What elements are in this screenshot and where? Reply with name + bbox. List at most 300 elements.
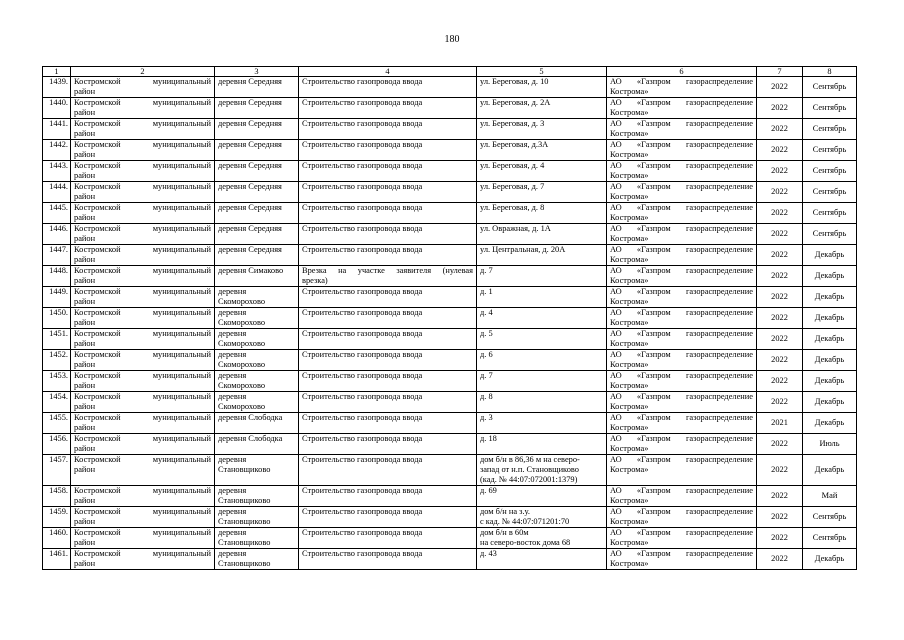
address-line: с кад. № 44:07:071201:70	[480, 517, 570, 526]
district-word: муниципальный	[152, 140, 211, 149]
settlement-name: деревня Середняя	[218, 161, 282, 170]
district-cell	[71, 182, 215, 203]
organization-word: АО	[610, 140, 622, 149]
address: д. 7	[480, 266, 493, 275]
table-row	[43, 182, 857, 203]
organization-cell	[607, 455, 757, 486]
settlement-type: деревня	[218, 455, 247, 464]
work-type: Строительство газопровода ввода	[302, 329, 423, 338]
settlement-type: деревня	[218, 308, 247, 317]
district-word: район	[74, 171, 96, 180]
row-number-cell: 1443.	[43, 161, 71, 182]
address-cell	[477, 98, 607, 119]
district-word: Костромской	[74, 161, 121, 170]
year-cell: 2022	[757, 140, 803, 161]
organization-word: Кострома»	[610, 402, 649, 411]
organization-cell	[607, 119, 757, 140]
work-type-cell	[299, 308, 477, 329]
address-cell	[477, 434, 607, 455]
district-cell	[71, 371, 215, 392]
work-type-word: на	[338, 266, 347, 275]
address-cell	[477, 77, 607, 98]
district-word: район	[74, 559, 96, 568]
organization-word: АО	[610, 371, 622, 380]
settlement-cell	[215, 224, 299, 245]
row-number-cell: 1453.	[43, 371, 71, 392]
district-line	[74, 119, 211, 129]
organization-cell	[607, 182, 757, 203]
district-word: район	[74, 423, 96, 432]
district-line	[74, 329, 211, 339]
district-word: Костромской	[74, 528, 121, 537]
settlement-name: деревня Слободка	[218, 434, 283, 443]
organization-line	[610, 392, 753, 402]
organization-word: газораспределение	[685, 350, 753, 359]
work-type: Строительство газопровода ввода	[302, 224, 423, 233]
district-word: район	[74, 276, 96, 285]
year-cell: 2022	[757, 266, 803, 287]
row-number-cell: 1454.	[43, 392, 71, 413]
row-number-cell: 1458.	[43, 486, 71, 507]
organization-word: газораспределение	[685, 77, 753, 86]
organization-cell	[607, 528, 757, 549]
organization-line	[610, 203, 753, 213]
district-word: муниципальный	[152, 308, 211, 317]
month-cell: Декабрь	[803, 455, 857, 486]
work-type: Строительство газопровода ввода	[302, 413, 423, 422]
address: д. 6	[480, 350, 493, 359]
district-word: муниципальный	[152, 528, 211, 537]
district-word: район	[74, 255, 96, 264]
settlement-cell	[215, 266, 299, 287]
header-cell: 6	[607, 67, 757, 77]
work-type-cell	[299, 549, 477, 570]
row-number-cell: 1445.	[43, 203, 71, 224]
district-line	[74, 161, 211, 171]
address-line: дом б/н в 86,36 м на северо-	[480, 455, 580, 464]
address-cell	[477, 182, 607, 203]
organization-word: газораспределение	[685, 528, 753, 537]
organization-word: «Газпром	[636, 266, 671, 275]
organization-word: «Газпром	[636, 287, 671, 296]
district-word: район	[74, 339, 96, 348]
district-line	[74, 182, 211, 192]
organization-cell	[607, 98, 757, 119]
district-line	[74, 140, 211, 150]
table-row	[43, 224, 857, 245]
settlement-cell	[215, 329, 299, 350]
district-word: муниципальный	[152, 434, 211, 443]
row-number-cell: 1442.	[43, 140, 71, 161]
header-cell: 5	[477, 67, 607, 77]
table-row	[43, 77, 857, 98]
organization-word: «Газпром	[636, 549, 671, 558]
district-line	[74, 224, 211, 234]
district-word: район	[74, 87, 96, 96]
organization-word: АО	[610, 119, 622, 128]
organization-word: АО	[610, 161, 622, 170]
district-word: муниципальный	[152, 98, 211, 107]
organization-word: газораспределение	[685, 266, 753, 275]
header-cell: 3	[215, 67, 299, 77]
month-cell: Декабрь	[803, 371, 857, 392]
district-word: Костромской	[74, 266, 121, 275]
year-cell: 2022	[757, 486, 803, 507]
organization-word: АО	[610, 549, 622, 558]
month-cell: Сентябрь	[803, 119, 857, 140]
settlement-cell	[215, 371, 299, 392]
district-word: муниципальный	[152, 287, 211, 296]
organization-word: «Газпром	[636, 161, 671, 170]
settlement-name: Скоморохово	[218, 360, 266, 369]
work-type-cell	[299, 224, 477, 245]
organization-line	[610, 182, 753, 192]
organization-cell	[607, 507, 757, 528]
settlement-name: Скоморохово	[218, 381, 266, 390]
address-cell	[477, 392, 607, 413]
district-cell	[71, 350, 215, 371]
address-line: (кад. № 44:07:072001:1379)	[480, 475, 578, 484]
organization-word: АО	[610, 434, 622, 443]
work-type-cell	[299, 486, 477, 507]
settlement-name: деревня Середняя	[218, 119, 282, 128]
organization-word: газораспределение	[685, 371, 753, 380]
year-cell: 2022	[757, 224, 803, 245]
district-word: Костромской	[74, 371, 121, 380]
settlement-name: Скоморохово	[218, 339, 266, 348]
year-cell: 2022	[757, 77, 803, 98]
organization-line	[610, 350, 753, 360]
district-cell	[71, 507, 215, 528]
organization-word: газораспределение	[685, 486, 753, 495]
district-word: Костромской	[74, 329, 121, 338]
settlement-type: деревня	[218, 392, 247, 401]
table-row	[43, 455, 857, 486]
district-cell	[71, 528, 215, 549]
organization-word: Кострома»	[610, 318, 649, 327]
work-type: Строительство газопровода ввода	[302, 77, 423, 86]
organization-word: Кострома»	[610, 423, 649, 432]
district-word: Костромской	[74, 413, 121, 422]
row-number-cell: 1448.	[43, 266, 71, 287]
year-cell: 2022	[757, 161, 803, 182]
organization-word: Кострома»	[610, 559, 649, 568]
settlement-type: деревня	[218, 507, 247, 516]
organization-cell	[607, 486, 757, 507]
address: д. 8	[480, 392, 493, 401]
district-cell	[71, 287, 215, 308]
organization-word: Кострома»	[610, 150, 649, 159]
organization-line	[610, 119, 753, 129]
district-word: Костромской	[74, 308, 121, 317]
settlement-name: деревня Середняя	[218, 182, 282, 191]
organization-word: Кострома»	[610, 192, 649, 201]
work-type-cell	[299, 77, 477, 98]
organization-word: АО	[610, 203, 622, 212]
organization-word: «Газпром	[636, 182, 671, 191]
address-cell	[477, 329, 607, 350]
district-word: Костромской	[74, 549, 121, 558]
address-cell	[477, 371, 607, 392]
organization-word: газораспределение	[685, 98, 753, 107]
table-row	[43, 507, 857, 528]
settlement-cell	[215, 245, 299, 266]
settlement-name: деревня Середняя	[218, 98, 282, 107]
organization-word: АО	[610, 224, 622, 233]
organization-word: газораспределение	[685, 413, 753, 422]
organization-word: «Газпром	[636, 434, 671, 443]
table-row	[43, 245, 857, 266]
settlement-name: деревня Середняя	[218, 245, 282, 254]
work-type: Строительство газопровода ввода	[302, 371, 423, 380]
district-cell	[71, 329, 215, 350]
row-number-cell: 1439.	[43, 77, 71, 98]
address: ул. Береговая, д. 10	[480, 77, 549, 86]
month-cell: Декабрь	[803, 350, 857, 371]
organization-word: Кострома»	[610, 87, 649, 96]
organization-word: газораспределение	[685, 434, 753, 443]
organization-word: газораспределение	[685, 203, 753, 212]
organization-word: Кострома»	[610, 339, 649, 348]
address-cell	[477, 486, 607, 507]
district-cell	[71, 455, 215, 486]
address-cell	[477, 266, 607, 287]
work-type-cell	[299, 528, 477, 549]
organization-line	[610, 98, 753, 108]
organization-word: Кострома»	[610, 255, 649, 264]
settlement-cell	[215, 486, 299, 507]
organization-cell	[607, 245, 757, 266]
table-row	[43, 287, 857, 308]
month-cell: Сентябрь	[803, 507, 857, 528]
settlement-cell	[215, 140, 299, 161]
organization-word: газораспределение	[685, 455, 753, 464]
organization-word: «Газпром	[636, 329, 671, 338]
district-cell	[71, 245, 215, 266]
district-cell	[71, 434, 215, 455]
work-type-cell	[299, 98, 477, 119]
month-cell: Сентябрь	[803, 98, 857, 119]
organization-word: «Газпром	[636, 119, 671, 128]
organization-word: АО	[610, 486, 622, 495]
organization-word: АО	[610, 507, 622, 516]
year-cell: 2022	[757, 308, 803, 329]
district-word: муниципальный	[152, 350, 211, 359]
district-word: район	[74, 381, 96, 390]
table-row	[43, 203, 857, 224]
district-word: Костромской	[74, 486, 121, 495]
district-word: Костромской	[74, 455, 121, 464]
organization-cell	[607, 392, 757, 413]
organization-line	[610, 77, 753, 87]
address: д. 1	[480, 287, 493, 296]
year-cell: 2022	[757, 182, 803, 203]
district-cell	[71, 413, 215, 434]
work-type-cell	[299, 350, 477, 371]
year-cell: 2022	[757, 507, 803, 528]
organization-cell	[607, 434, 757, 455]
work-type-line	[302, 266, 473, 276]
district-line	[74, 350, 211, 360]
district-word: район	[74, 402, 96, 411]
settlement-cell	[215, 182, 299, 203]
organization-word: «Газпром	[636, 203, 671, 212]
organization-word: Кострома»	[610, 444, 649, 453]
settlement-cell	[215, 455, 299, 486]
work-type: Строительство газопровода ввода	[302, 350, 423, 359]
district-word: Костромской	[74, 119, 121, 128]
table-row	[43, 266, 857, 287]
organization-word: газораспределение	[685, 507, 753, 516]
district-line	[74, 77, 211, 87]
organization-line	[610, 455, 753, 465]
address-cell	[477, 140, 607, 161]
district-word: Костромской	[74, 350, 121, 359]
work-type: Строительство газопровода ввода	[302, 245, 423, 254]
settlement-type: деревня	[218, 329, 247, 338]
district-cell	[71, 549, 215, 570]
district-word: муниципальный	[152, 224, 211, 233]
work-type-cell	[299, 161, 477, 182]
settlement-name: Становщиково	[218, 559, 271, 568]
district-line	[74, 455, 211, 465]
district-cell	[71, 392, 215, 413]
address: д. 5	[480, 329, 493, 338]
settlement-cell	[215, 203, 299, 224]
organization-cell	[607, 266, 757, 287]
year-cell: 2022	[757, 119, 803, 140]
settlement-cell	[215, 434, 299, 455]
address-cell	[477, 161, 607, 182]
settlement-name: деревня Середняя	[218, 203, 282, 212]
year-cell: 2022	[757, 98, 803, 119]
work-type: Строительство газопровода ввода	[302, 507, 423, 516]
district-word: район	[74, 360, 96, 369]
organization-line	[610, 245, 753, 255]
month-cell: Июль	[803, 434, 857, 455]
organization-word: АО	[610, 455, 622, 464]
district-word: муниципальный	[152, 507, 211, 516]
row-number-cell: 1451.	[43, 329, 71, 350]
settlement-cell	[215, 392, 299, 413]
district-line	[74, 549, 211, 559]
month-cell: Декабрь	[803, 287, 857, 308]
table-row	[43, 434, 857, 455]
organization-word: Кострома»	[610, 517, 649, 526]
district-word: район	[74, 192, 96, 201]
settlement-cell	[215, 98, 299, 119]
row-number-cell: 1459.	[43, 507, 71, 528]
month-cell: Декабрь	[803, 549, 857, 570]
organization-word: «Газпром	[636, 77, 671, 86]
organization-word: АО	[610, 413, 622, 422]
district-word: район	[74, 496, 96, 505]
organization-word: газораспределение	[685, 182, 753, 191]
organization-word: «Газпром	[636, 392, 671, 401]
district-cell	[71, 161, 215, 182]
organization-word: «Газпром	[636, 308, 671, 317]
month-cell: Декабрь	[803, 266, 857, 287]
work-type-word: (нулевая	[442, 266, 473, 275]
organization-line	[610, 413, 753, 423]
settlement-name: Скоморохово	[218, 318, 266, 327]
address: ул. Центральная, д. 20А	[480, 245, 566, 254]
settlement-name: деревня Слободка	[218, 413, 283, 422]
district-word: район	[74, 444, 96, 453]
district-word: район	[74, 213, 96, 222]
settlement-name: деревня Середняя	[218, 224, 282, 233]
district-line	[74, 434, 211, 444]
organization-word: АО	[610, 266, 622, 275]
table-body	[43, 77, 857, 570]
organization-line	[610, 287, 753, 297]
row-number-cell: 1461.	[43, 549, 71, 570]
year-cell: 2022	[757, 350, 803, 371]
table-row	[43, 308, 857, 329]
district-cell	[71, 224, 215, 245]
address-line: дом б/н в 60м	[480, 528, 529, 537]
settlement-cell	[215, 350, 299, 371]
organization-word: «Газпром	[636, 371, 671, 380]
table-row	[43, 329, 857, 350]
organization-line	[610, 486, 753, 496]
district-word: Костромской	[74, 224, 121, 233]
work-type: Строительство газопровода ввода	[302, 119, 423, 128]
work-type: Строительство газопровода ввода	[302, 434, 423, 443]
work-type: Строительство газопровода ввода	[302, 161, 423, 170]
row-number-cell: 1447.	[43, 245, 71, 266]
district-word: Костромской	[74, 140, 121, 149]
district-word: муниципальный	[152, 486, 211, 495]
header-cell: 2	[71, 67, 215, 77]
work-type-cell	[299, 329, 477, 350]
year-cell: 2022	[757, 287, 803, 308]
header-cell: 4	[299, 67, 477, 77]
work-type: Строительство газопровода ввода	[302, 486, 423, 495]
district-cell	[71, 77, 215, 98]
row-number-cell: 1457.	[43, 455, 71, 486]
organization-word: Кострома»	[610, 496, 649, 505]
settlement-name: деревня Симаково	[218, 266, 284, 275]
district-word: район	[74, 150, 96, 159]
organization-line	[610, 308, 753, 318]
organization-word: Кострома»	[610, 465, 649, 474]
address: д. 69	[480, 486, 497, 495]
row-number-cell: 1452.	[43, 350, 71, 371]
organization-cell	[607, 77, 757, 98]
organization-word: Кострома»	[610, 538, 649, 547]
district-cell	[71, 98, 215, 119]
organization-word: АО	[610, 308, 622, 317]
organization-word: АО	[610, 245, 622, 254]
organization-cell	[607, 224, 757, 245]
address-cell	[477, 455, 607, 486]
work-type-cell	[299, 266, 477, 287]
work-type-word: участке	[357, 266, 385, 275]
district-word: муниципальный	[152, 77, 211, 86]
organization-word: Кострома»	[610, 108, 649, 117]
district-word: район	[74, 108, 96, 117]
row-number-cell: 1449.	[43, 287, 71, 308]
settlement-cell	[215, 413, 299, 434]
settlement-name: Становщиково	[218, 538, 271, 547]
district-line	[74, 392, 211, 402]
organization-line	[610, 140, 753, 150]
organization-word: АО	[610, 350, 622, 359]
organization-word: Кострома»	[610, 360, 649, 369]
district-word: муниципальный	[152, 455, 211, 464]
district-word: Костромской	[74, 203, 121, 212]
